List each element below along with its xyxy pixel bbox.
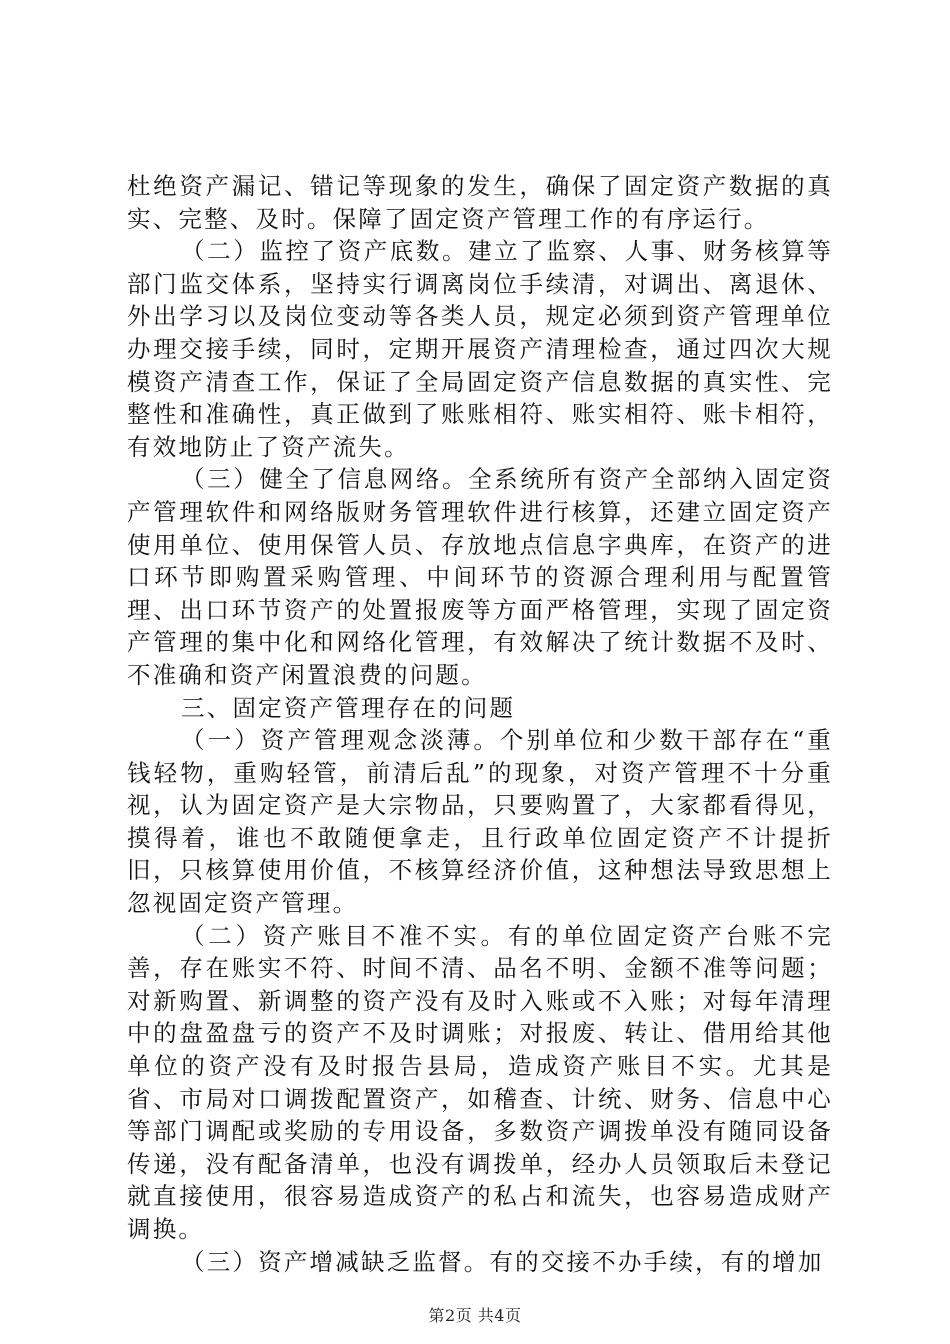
paragraph-section-3: （三）健全了信息网络。全系统所有资产全部纳入固定资产管理软件和网络版财务管理软件进行核算，还建立固定资产使用单位、使用保管人员、存放地点信息字典库，在资产的进口环节即购置采购管理、中间环节的资源合理利用与配置管理、出口环节资产的处置报废等方面严格管理，实现了固定资产管理的集中化和网络化管理，有效解决了统计数据不及时、不准确和资产闲置浪费的问题。 <box>127 465 833 689</box>
paragraph-problem-3: （三）资产增减缺乏监督。有的交接不办手续，有的增加 <box>181 1247 824 1276</box>
paragraph-continuation: 杜绝资产漏记、错记等现象的发生，确保了固定资产数据的真实、完整、及时。保障了固定资产管理工作的有序运行。 <box>127 172 833 233</box>
paragraph-problem-2: （二）资产账目不准不实。有的单位固定资产台账不完善，存在账实不符、时间不清、品名不明、金额不准等问题；对新购置、新调整的资产没有及时入账或不入账；对每年清理中的盘盈盘亏的资产不及时调账；对报废、转让、借用给其他单位的资产没有及时报告县局，造成资产账目不实。尤其是省、市局对口调拨配置资产，如稽查、计统、财务、信息中心等部门调配或奖励的专用设备，多数资产调拨单没有随同设备传递，没有配备清单，也没有调拨单，经办人员领取后未登记就直接使用，很容易造成资产的私占和流失，也容易造成财产调换。 <box>127 921 833 1243</box>
paragraph-section-2: （二）监控了资产底数。建立了监察、人事、财务核算等部门监交体系，坚持实行调离岗位手续清，对调出、离退休、外出学习以及岗位变动等各类人员，规定必须到资产管理单位办理交接手续，同时，定期开展资产清理检查，通过四次大规模资产清查工作，保证了全局固定资产信息数据的真实性、完整性和准确性，真正做到了账账相符、账实相符、账卡相符，有效地防止了资产流失。 <box>127 237 833 461</box>
document-body <box>127 170 833 1278</box>
page-number-footer: 第2页 共4页 <box>428 1306 522 1325</box>
section-heading-problems: 三、固定资产管理存在的问题 <box>181 693 516 722</box>
paragraph-problem-1: （一）资产管理观念淡薄。个别单位和少数干部存在“重钱轻物，重购轻管，前清后乱”的现象，对资产管理不十分重视，认为固定资产是大宗物品，只要购置了，大家都看得见，摸得着，谁也不敢随便拿走，且行政单位固定资产不计提折旧，只核算使用价值，不核算经济价值，这种想法导致思想上忽视固定资产管理。 <box>127 726 833 918</box>
